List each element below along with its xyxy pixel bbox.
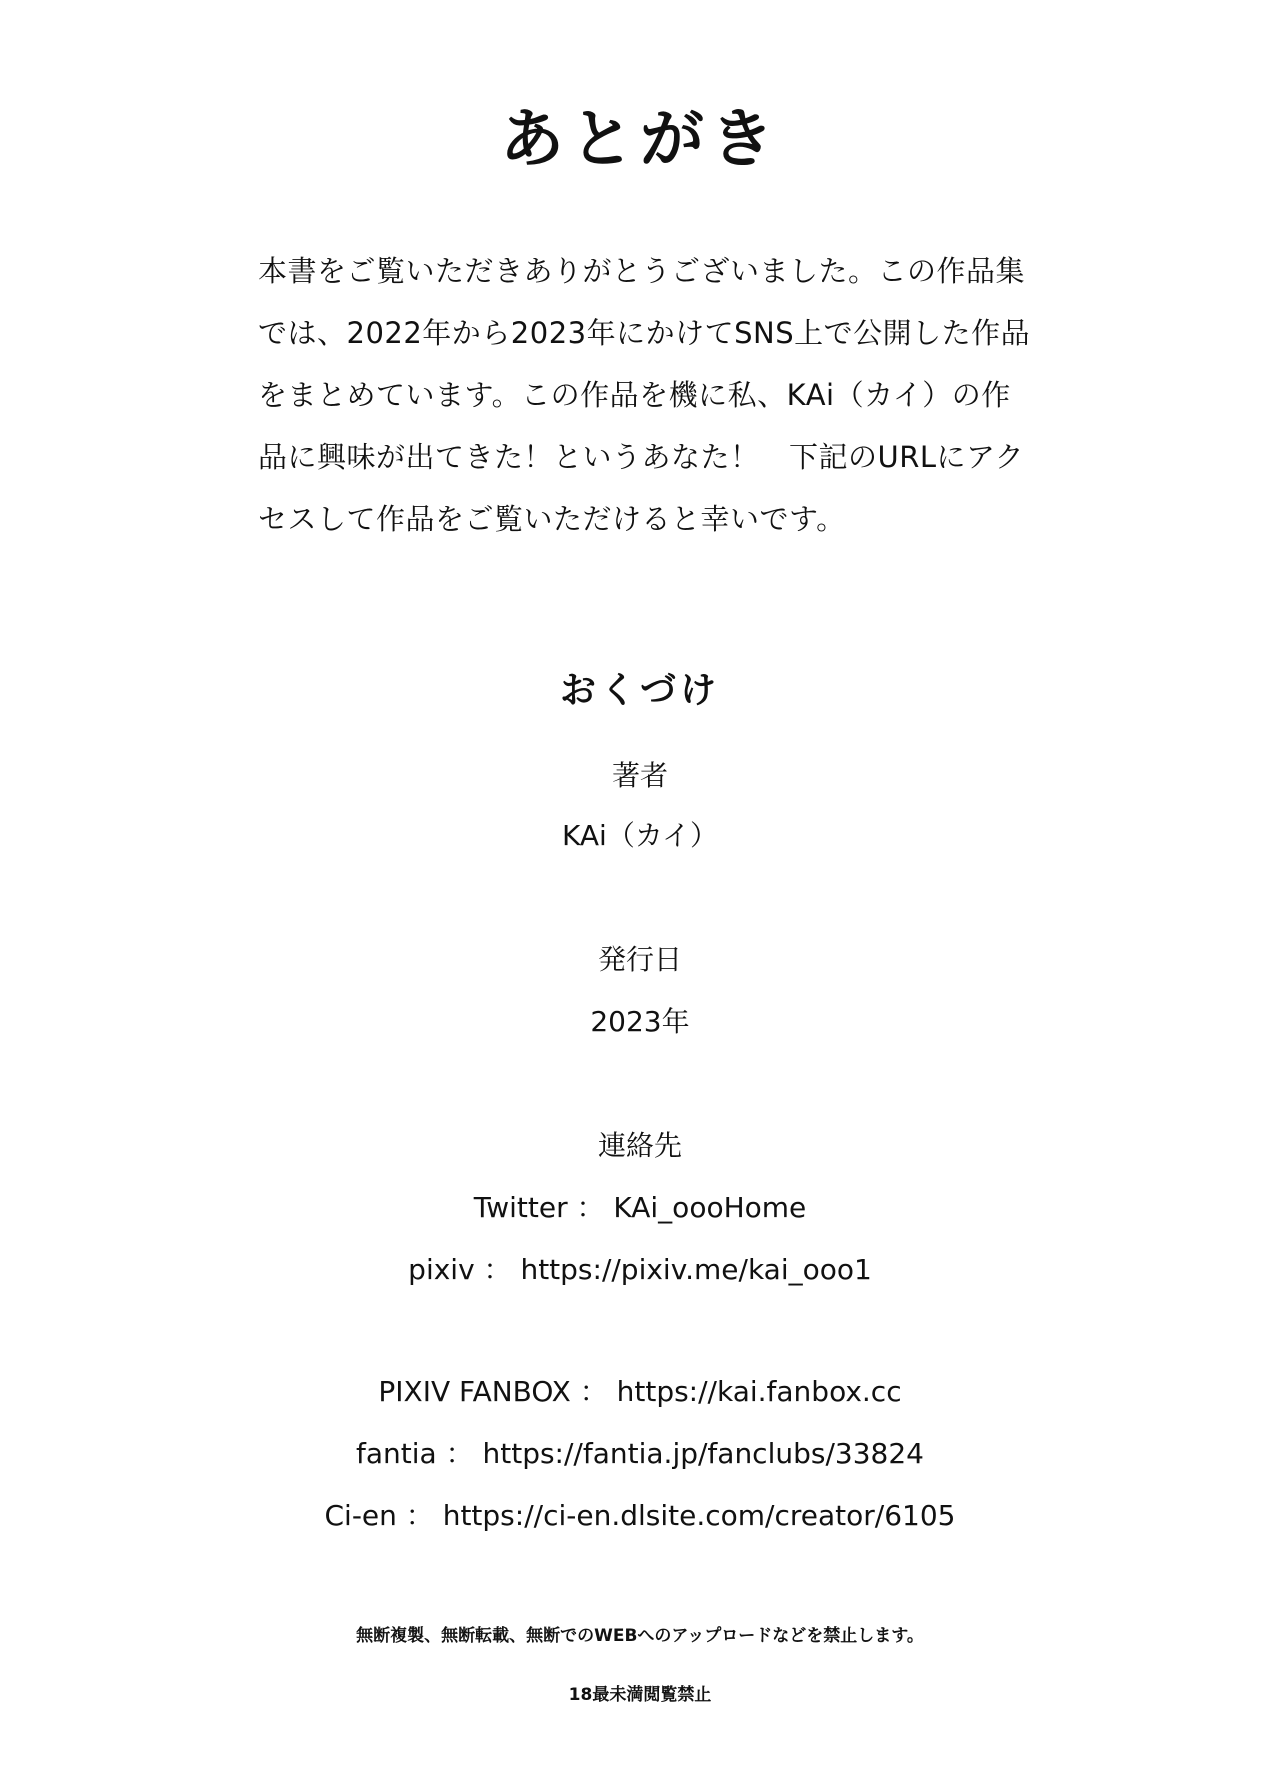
afterword-title: あとがき: [500, 103, 780, 177]
contact-cien: Ci-en ： https://ci-en.dlsite.com/creator/6105: [324, 1499, 956, 1532]
date-value: 2023年: [590, 1005, 690, 1038]
reproduction-notice: 無断複製、無断転載、無断でのWEBへのアップロードなどを禁止します。: [356, 1626, 924, 1646]
contact-pixiv: pixiv ： https://pixiv.me/kai_ooo1: [408, 1253, 872, 1286]
afterword-line: をまとめています。この作品を機に私、KAi（カイ）の作: [258, 378, 1011, 412]
author-label: 著者: [611, 759, 668, 792]
contact-twitter: Twitter ： KAi_oooHome: [473, 1191, 807, 1224]
contact-fanbox: PIXIV FANBOX ： https://kai.fanbox.cc: [378, 1375, 902, 1408]
colophon-title: おくづけ: [559, 670, 720, 711]
afterword-body: [258, 240, 1031, 550]
afterword-line: では、2022年から2023年にかけてSNS上で公開した作品: [258, 316, 1031, 350]
author-value: KAi（カイ）: [562, 819, 718, 852]
afterword-line: セスして作品をご覧いただけると幸いです。: [258, 502, 846, 536]
afterword-line: 本書をご覧いただきありがとうございました。この作品集: [258, 254, 1026, 288]
contact-fantia: fantia ： https://fantia.jp/fanclubs/33824: [356, 1437, 924, 1470]
date-label: 発行日: [597, 943, 682, 976]
contact-label: 連絡先: [597, 1129, 682, 1162]
afterword-line: 品に興味が出てきた！というあなた！ 下記のURLにアク: [258, 440, 1025, 474]
age-notice: 18最未満閲覧禁止: [568, 1685, 712, 1705]
